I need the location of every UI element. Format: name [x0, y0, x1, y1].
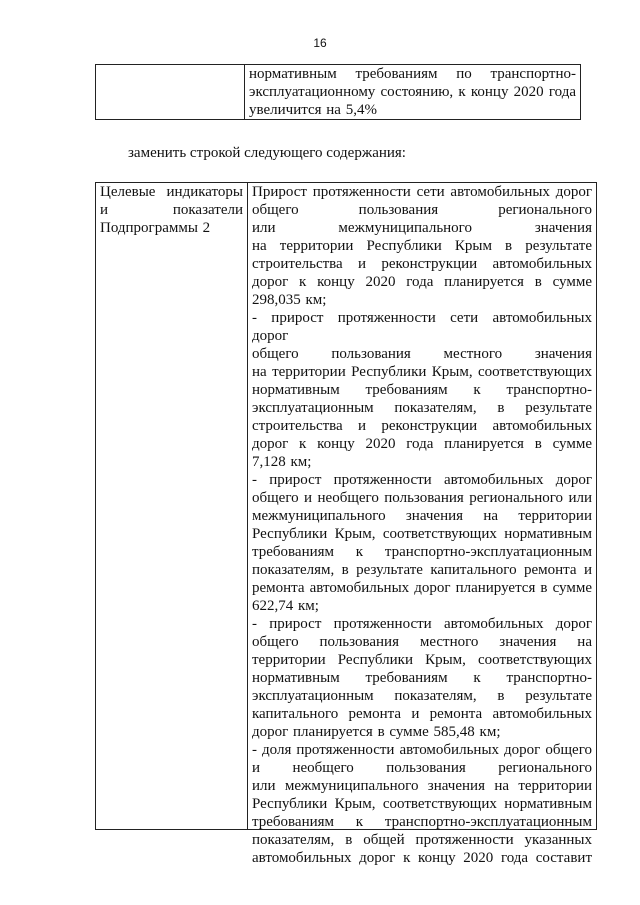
text-line: 622,74 км;: [252, 598, 319, 614]
text-line: строительства и реконструкции автомобильных: [252, 256, 592, 272]
previous-row-table: [95, 64, 581, 120]
text-line: и необщего пользования регионального: [252, 760, 592, 776]
text-line: дорог к концу 2020 года планируется в сумме: [252, 274, 592, 290]
text-line: эксплуатационным показателям, в результате: [252, 400, 592, 416]
text-line: показателям, в общей протяженности указанных: [252, 832, 592, 848]
page-number: 16: [313, 36, 327, 50]
text-line: строительства и реконструкции автомобильных: [252, 418, 592, 434]
empty-cell: [96, 65, 245, 120]
text-line: или межмуниципального значения на территории: [252, 778, 592, 794]
text-line: 7,128 км;: [252, 454, 312, 470]
text-line: - доля протяженности автомобильных дорог общего: [252, 742, 592, 758]
text-line: ремонта автомобильных дорог планируется в сумме: [252, 580, 592, 596]
text-line: капитального ремонта и ремонта автомобильных: [252, 706, 592, 722]
text-line: межмуниципального значения на территории: [252, 508, 592, 524]
text-line: требованиям к транспортно-эксплуатационным: [252, 814, 592, 830]
text-line: - прирост протяженности автомобильных дорог: [252, 472, 592, 488]
text-line: территории Республики Крым, соответствующих: [252, 652, 592, 668]
text-line: Подпрограммы 2: [100, 220, 211, 236]
text-line: - прирост протяженности сети автомобильных дорог: [252, 310, 592, 344]
replacement-row-table: [95, 182, 597, 866]
text-line: эксплуатационным показателям, в результате: [252, 688, 592, 704]
text-line: Целевые индикаторы: [100, 184, 243, 200]
indicator-content-cell: [248, 183, 597, 866]
text-line: Прирост протяженности сети автомобильных дорог: [252, 184, 592, 200]
continuation-cell: [245, 65, 581, 120]
text-line: и показатели: [100, 202, 243, 218]
text-line: или межмуниципального значения: [252, 220, 592, 236]
text-line: на территории Республики Крым, соответствующих: [252, 364, 592, 380]
text-line: нормативным требованиям к транспортно-: [252, 670, 592, 686]
text-line: дорог к концу 2020 года планируется в сумме: [252, 436, 592, 452]
text-line: автомобильных дорог к концу 2020 года составит: [252, 850, 592, 866]
text-line: нормативным требованиям по транспортно-: [249, 66, 576, 82]
text-line: увеличится на 5,4%: [249, 102, 377, 118]
text-line: показателям, в результате капитального ремонта и: [252, 562, 592, 578]
text-line: дорог планируется в сумме 585,48 км;: [252, 724, 501, 740]
text-line: - прирост протяженности автомобильных дорог: [252, 616, 592, 632]
table-row: [96, 183, 597, 830]
text-line: общего и необщего пользования регионального или: [252, 490, 592, 506]
table-row: [96, 65, 581, 120]
text-line: общего пользования местного значения на: [252, 634, 592, 650]
text-line: 298,035 км;: [252, 292, 327, 308]
intro-text: заменить строкой следующего содержания:: [128, 145, 406, 161]
text-line: эксплуатационному состоянию, к концу 2020 года: [249, 84, 576, 100]
text-line: Республики Крым, соответствующих нормативным: [252, 526, 592, 542]
indicator-label-cell: [96, 183, 248, 830]
text-line: требованиям к транспортно-эксплуатационным: [252, 544, 592, 560]
text-line: нормативным требованиям к транспортно-: [252, 382, 592, 398]
text-line: общего пользования местного значения: [252, 346, 592, 362]
text-line: Республики Крым, соответствующих нормативным: [252, 796, 592, 812]
text-line: на территории Республики Крым в результате: [252, 238, 592, 254]
text-line: общего пользования регионального: [252, 202, 592, 218]
